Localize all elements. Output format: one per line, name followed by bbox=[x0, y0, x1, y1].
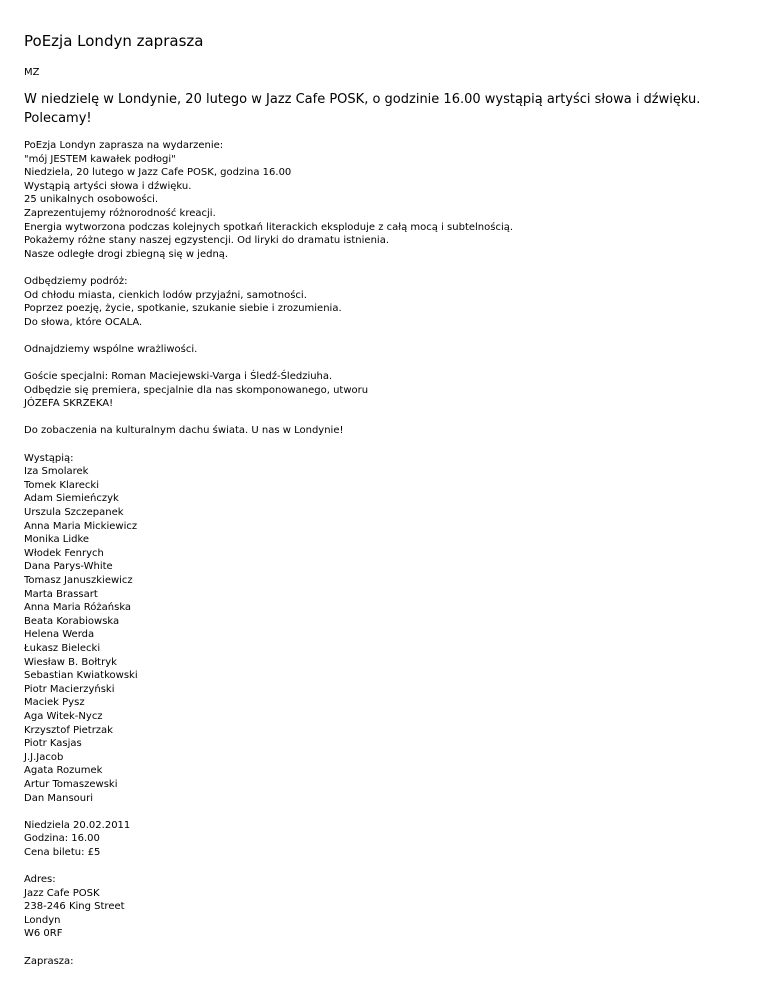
author-initials: MZ bbox=[24, 67, 40, 78]
performer-name: Monika Lidke bbox=[24, 534, 90, 546]
performer-name: Helena Werda bbox=[24, 629, 95, 641]
address-heading: Adres: bbox=[24, 874, 56, 886]
address-block bbox=[24, 873, 752, 941]
performers-heading: Wystąpią: bbox=[24, 452, 74, 464]
text-line: Poprzez poezję, życie, spotkanie, szukanie siebie i zrozumienia. bbox=[24, 303, 342, 315]
performer-name: Maciek Pysz bbox=[24, 697, 85, 709]
performer-name: Tomek Klarecki bbox=[24, 479, 99, 491]
event-price: Cena biletu: £5 bbox=[24, 846, 101, 858]
performer-name: Piotr Kasjas bbox=[24, 738, 82, 750]
text-line: Nasze odległe drogi zbiegną się w jedną. bbox=[24, 248, 229, 260]
event-time: Godzina: 16.00 bbox=[24, 833, 100, 845]
performer-name: Anna Maria Mickiewicz bbox=[24, 520, 138, 532]
performer-name: Agata Rozumek bbox=[24, 765, 103, 777]
performer-name: Dana Parys-White bbox=[24, 561, 113, 573]
text-line: Do zobaczenia na kulturalnym dachu świata. U nas w Londynie! bbox=[24, 425, 344, 437]
text-line: Energia wytworzona podczas kolejnych spotkań literackich eksploduje z całą mocą i subtelnością. bbox=[24, 221, 514, 233]
address-line: Londyn bbox=[24, 914, 61, 926]
address-line: Jazz Cafe POSK bbox=[24, 887, 100, 899]
performer-name: Tomasz Januszkiewicz bbox=[24, 575, 133, 586]
text-line: Odbędziemy podróż: bbox=[24, 275, 128, 287]
performer-name: J.J.Jacob bbox=[24, 751, 64, 763]
text-line: Odbędzie się premiera, specjalnie dla nas skomponowanego, utworu bbox=[24, 384, 369, 396]
event-details bbox=[24, 819, 752, 860]
text-line: Goście specjalni: Roman Maciejewski-Varga i Śledź-Śledziuha. bbox=[24, 371, 333, 383]
text-line: Od chłodu miasta, cienkich lodów przyjaźni, samotności. bbox=[24, 289, 307, 301]
text-line: Wystąpią artyści słowa i dźwięku. bbox=[24, 180, 192, 192]
event-date: Niedziela 20.02.2011 bbox=[24, 819, 131, 831]
lead-paragraph: W niedzielę w Londynie, 20 lutego w Jazz Cafe POSK, o godzinie 16.00 wystąpią artyści słowa i dźwięku. Polecamy! bbox=[24, 92, 701, 126]
performer-name: Aga Witek-Nycz bbox=[24, 710, 103, 722]
performer-name: Łukasz Bielecki bbox=[24, 642, 101, 654]
text-line: Zaprasza: bbox=[24, 955, 74, 967]
performer-name: Urszula Szczepanek bbox=[24, 507, 124, 519]
performer-name: Beata Korabiowska bbox=[24, 615, 120, 627]
sensitivity-paragraph bbox=[24, 343, 752, 357]
address-line: 238-246 King Street bbox=[24, 901, 125, 913]
performer-name: Artur Tomaszewski bbox=[24, 778, 118, 790]
performer-name: Piotr Macierzyński bbox=[24, 683, 115, 695]
text-line: "mój JESTEM kawałek podłogi" bbox=[24, 153, 176, 165]
performer-name: Anna Maria Różańska bbox=[24, 602, 132, 614]
performer-name: Krzysztof Pietrzak bbox=[24, 724, 113, 736]
performer-name: Wiesław B. Bołtryk bbox=[24, 656, 117, 668]
page-title: PoEzja Londyn zaprasza bbox=[24, 32, 204, 50]
text-line: Pokażemy różne stany naszej egzystencji. Od liryki do dramatu istnienia. bbox=[24, 235, 389, 247]
text-line: JÓZEFA SKRZEKA! bbox=[24, 398, 114, 410]
performer-name: Iza Smolarek bbox=[24, 466, 89, 478]
guests-paragraph bbox=[24, 370, 752, 411]
journey-paragraph bbox=[24, 275, 752, 329]
invite-paragraph bbox=[24, 955, 752, 969]
performer-name: Włodek Fenrych bbox=[24, 547, 104, 559]
text-line: PoEzja Londyn zaprasza na wydarzenie: bbox=[24, 140, 224, 151]
text-line: Odnajdziemy wspólne wrażliwości. bbox=[24, 343, 198, 355]
text-line: Do słowa, które OCALA. bbox=[24, 316, 143, 328]
address-line: W6 0RF bbox=[24, 928, 63, 940]
performers-list bbox=[24, 452, 752, 805]
intro-paragraph bbox=[24, 139, 752, 261]
performer-name: Marta Brassart bbox=[24, 588, 98, 600]
performer-name: Adam Siemieńczyk bbox=[24, 493, 119, 505]
performer-name: Sebastian Kwiatkowski bbox=[24, 670, 138, 682]
text-line: 25 unikalnych osobowości. bbox=[24, 194, 159, 206]
performer-name: Dan Mansouri bbox=[24, 792, 93, 804]
article-body bbox=[24, 139, 752, 982]
text-line: Zaprezentujemy różnorodność kreacji. bbox=[24, 207, 216, 219]
farewell-paragraph bbox=[24, 424, 752, 438]
text-line: Niedziela, 20 lutego w Jazz Cafe POSK, godzina 16.00 bbox=[24, 167, 292, 179]
